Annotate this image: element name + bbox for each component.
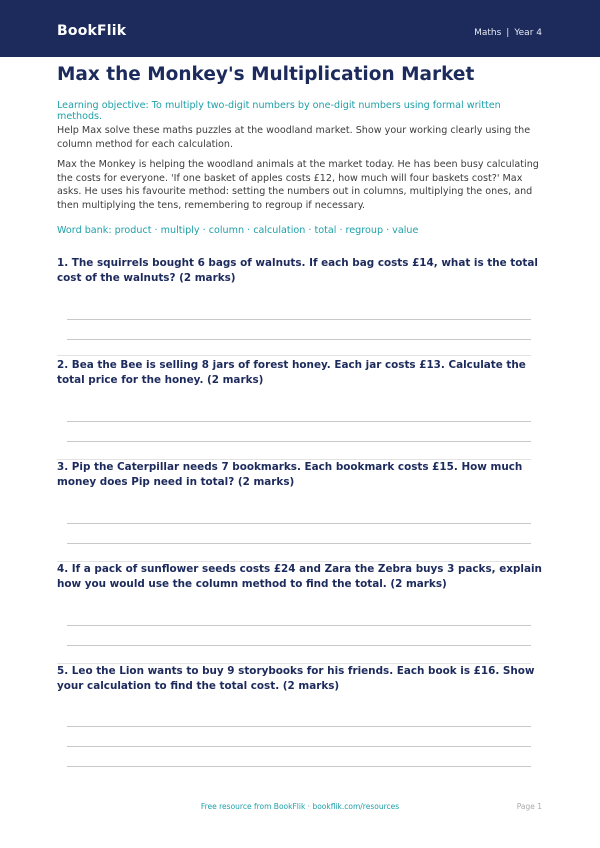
question-1 (57, 256, 549, 285)
learning-objective: Learning objective: To multiply two-digit numbers by one-digit numbers using formal written methods. (57, 100, 501, 122)
question-5 (57, 664, 549, 693)
answer-line[interactable] (67, 625, 531, 626)
answer-line[interactable] (67, 766, 531, 767)
header-bar (0, 0, 600, 57)
brand-logo[interactable]: BookFlik (57, 23, 127, 39)
answer-line[interactable] (67, 441, 531, 442)
answer-line[interactable] (67, 319, 531, 320)
answer-line[interactable] (67, 746, 531, 747)
separator: | (506, 28, 510, 38)
answer-line[interactable] (67, 726, 531, 727)
question-text: 5. Leo the Lion wants to buy 9 storybooks for his friends. Each book is £16. Show your calculation to find the total cost. (2 marks) (57, 665, 535, 692)
year-label: Year 4 (514, 28, 542, 38)
answer-line[interactable] (67, 543, 531, 544)
question-text: 4. If a pack of sunflower seeds costs £24 and Zara the Zebra buys 3 packs, explain how you would use the column method to find the total. (2 marks) (57, 563, 542, 590)
page-title: Max the Monkey's Multiplication Market (57, 64, 475, 85)
intro-paragraph: Help Max solve these maths puzzles at the woodland market. Show your working clearly using the column method for each calculation. (57, 125, 531, 150)
question-text: 2. Bea the Bee is selling 8 jars of forest honey. Each jar costs £13. Calculate the total price for the honey. (2 marks) (57, 359, 526, 386)
footer-source[interactable]: Free resource from BookFlik · bookflik.com/resources (200, 802, 400, 811)
question-text: 1. The squirrels bought 6 bags of walnuts. If each bag costs £14, what is the total cost of the walnuts? (2 marks) (57, 257, 538, 284)
question-text: 3. Pip the Caterpillar needs 7 bookmarks. Each bookmark costs £15. How much money does Pip need in total? (2 marks) (57, 461, 523, 488)
divider (57, 355, 531, 356)
question-3 (57, 460, 549, 489)
answer-line[interactable] (67, 523, 531, 524)
page-number: Page 1 (516, 802, 542, 811)
word-bank: Word bank: product · multiply · column · calculation · total · regroup · value (57, 225, 419, 236)
subject-label: Maths (474, 28, 502, 38)
question-2 (57, 358, 549, 387)
subject-year-label (474, 28, 542, 38)
answer-line[interactable] (67, 645, 531, 646)
answer-line[interactable] (67, 339, 531, 340)
question-4 (57, 562, 549, 591)
answer-line[interactable] (67, 421, 531, 422)
story-paragraph: Max the Monkey is helping the woodland animals at the market today. He has been busy calculating the costs for everyone. 'If one basket of apples costs £12, how much will four baskets cost?' Max asks. He uses his favourite method: setting the numbers out in columns, multiplying the ones, and then multiplying the tens, remembering to regroup if necessary. (57, 159, 539, 212)
